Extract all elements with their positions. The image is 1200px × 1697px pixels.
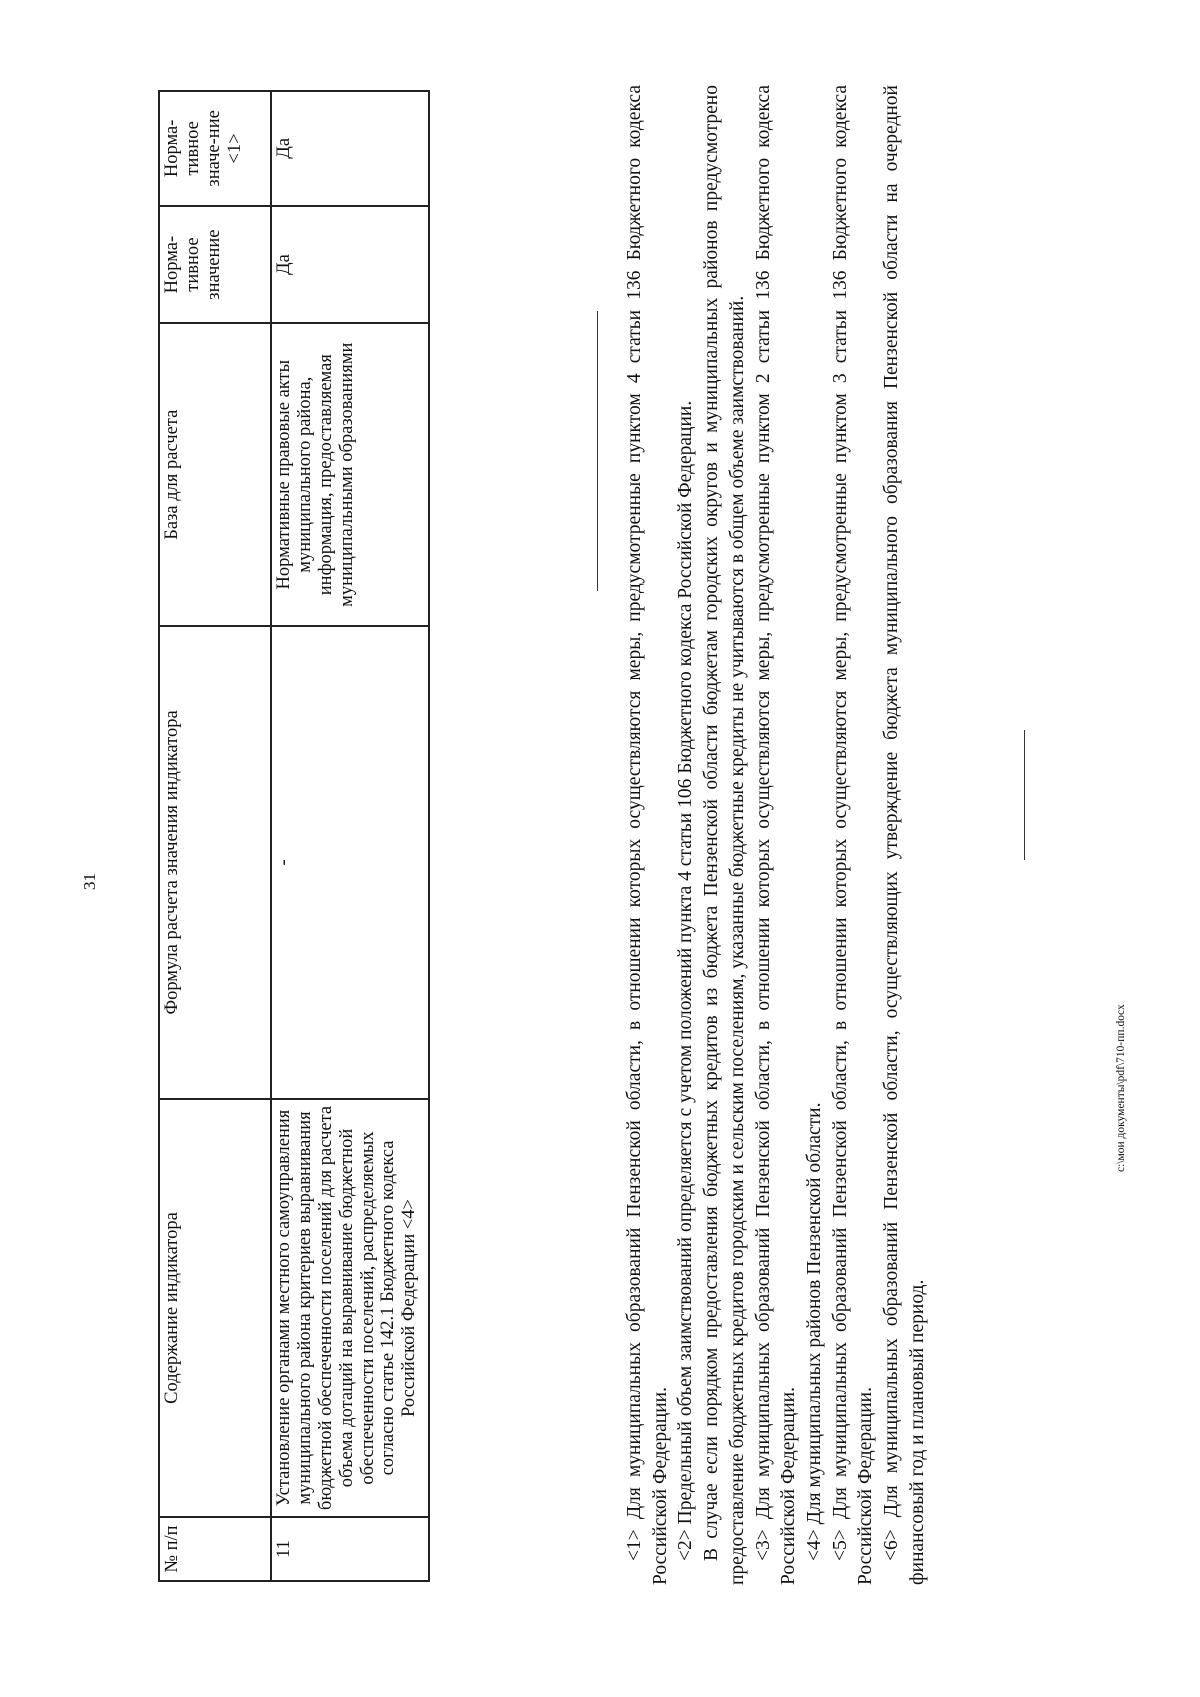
- cell-norm-2: Да: [271, 91, 429, 206]
- footnote-separator: [597, 311, 598, 591]
- footnote-3: <3> Для муниципальных образований Пензенской области, в отношении которых осуществляются меры, предусмотренные пунктом 2 статьи 136 Бюджетного кодекса Российской Федерации.: [752, 85, 800, 1585]
- header-formula: Формула расчета значения индикатора: [159, 626, 271, 1099]
- page-number: 31: [80, 873, 99, 890]
- footnote-6: <6> Для муниципальных образований Пензенской области, осуществляющих утверждение бюджета муниципального образования Пензенской области на очередной финансовый год и плановый период.: [881, 85, 928, 1585]
- indicator-table: [158, 90, 430, 1582]
- cell-base: Нормативные правовые акты муниципального района, информация, предоставляемая муниципальными образованиями: [271, 323, 429, 625]
- header-base: База для расчета: [159, 323, 271, 625]
- table-header-row: [159, 91, 271, 1581]
- footnote-2: <2> Предельный объем заимствований определяется с учетом положений пункта 4 статьи 106 Бюджетного кодекса Российской Федерации.: [675, 400, 697, 1561]
- header-norm: Норма-тивное значение: [159, 206, 271, 324]
- footnote-2-continuation: В случае если порядком предоставления бюджетных кредитов из бюджета Пензенской области бюджетам городских округов и муниципальных районов предусмотрено предоставление бюджетных кредитов городским и сельским поселениям, указанные бюджетные кредиты не учитываются в общем объеме заимствований.: [701, 85, 748, 1585]
- footnote-4: <4> Для муниципальных районов Пензенской области.: [803, 1102, 825, 1561]
- footnote-1: <1> Для муниципальных образований Пензенской области, в отношении которых осуществляются меры, предусмотренные пунктом 4 статьи 136 Бюджетного кодекса Российской Федерации.: [624, 85, 671, 1585]
- footnotes: [622, 85, 930, 1585]
- header-norm-2: Норма-тивное значе-ние <1>: [159, 91, 271, 206]
- header-content: Содержание индикатора: [159, 1099, 271, 1517]
- header-number: № п/п: [159, 1517, 271, 1581]
- cell-number: 11: [271, 1517, 429, 1581]
- cell-norm: Да: [271, 206, 429, 324]
- end-separator: [1024, 730, 1025, 860]
- footnote-5: <5> Для муниципальных образований Пензенской области, в отношении которых осуществляются меры, предусмотренные пунктом 3 статьи 136 Бюджетного кодекса Российской Федерации.: [829, 85, 877, 1585]
- cell-formula: -: [271, 626, 429, 1099]
- cell-content: Установление органами местного самоуправления муниципального района критериев выравнивания бюджетной обеспеченности поселений для расчета объема дотаций на выравнивание бюджетной обеспеченности поселений, распределяемых согласно статье 142.1 Бюджетного кодекса Российской Федерации <4>: [271, 1099, 429, 1517]
- file-path: c:\мои документы\pdf\710-пп.docx: [1115, 1004, 1127, 1172]
- table-row: [271, 91, 429, 1581]
